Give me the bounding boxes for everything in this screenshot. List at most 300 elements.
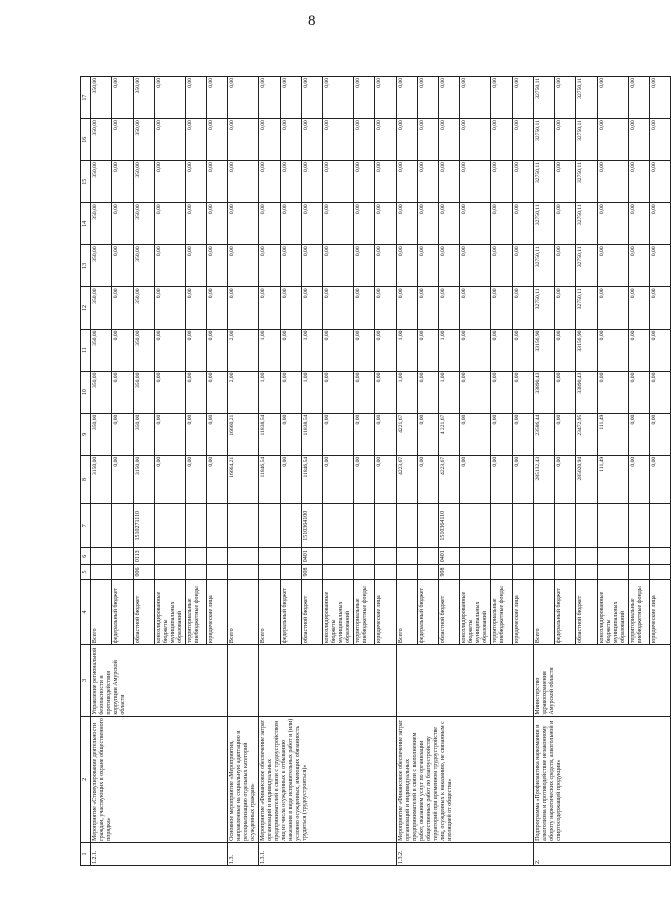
value-cell: 350,00 [133, 119, 154, 161]
table-row [228, 77, 259, 866]
col-num-11: 11 [81, 329, 91, 371]
value-cell: 32750,11 [533, 287, 554, 329]
funding-source: областной бюджет [301, 579, 322, 644]
value-cell: 0,00 [491, 371, 512, 413]
code-csr [649, 504, 670, 548]
value-cell: 0,00 [354, 413, 375, 455]
code-rzpr [154, 548, 185, 565]
value-cell: 0,00 [460, 77, 491, 119]
value-cell: 0,00 [512, 287, 533, 329]
executor [396, 645, 533, 717]
code-csr [417, 504, 438, 548]
value-cell: 33890,43 [576, 371, 597, 413]
value-cell: 0,00 [154, 245, 185, 287]
value-cell: 350,00 [133, 371, 154, 413]
col-num-9: 9 [81, 413, 91, 455]
code-grbs [228, 565, 259, 580]
funding-source: консолидированные бюджеты муниципальных образований [460, 579, 491, 644]
value-cell: 0,00 [417, 161, 438, 203]
funding-source: юридические лица [375, 579, 396, 644]
value-cell: 0,00 [512, 371, 533, 413]
code-csr [207, 504, 228, 548]
code-rzpr [207, 548, 228, 565]
value-cell: 0,00 [460, 287, 491, 329]
code-rzpr [91, 548, 112, 565]
col-num-8: 8 [81, 455, 91, 503]
value-cell: 0,00 [439, 119, 460, 161]
value-cell: 0,00 [597, 245, 628, 287]
value-cell: 0,00 [491, 455, 512, 503]
value-cell: 0,00 [112, 77, 133, 119]
funding-source: консолидированные бюджеты муниципальных образований [597, 579, 628, 644]
value-cell: 0,00 [154, 119, 185, 161]
value-cell: 0,00 [512, 161, 533, 203]
col-num-17: 17 [81, 77, 91, 119]
value-cell: 32750,11 [533, 77, 554, 119]
value-cell: 0,00 [597, 77, 628, 119]
value-cell: 0,00 [491, 413, 512, 455]
funding-source: Всего [533, 579, 554, 644]
value-cell: 0,00 [259, 119, 280, 161]
value-cell: 0,00 [185, 371, 206, 413]
value-cell: 0,00 [354, 203, 375, 245]
value-cell: 0,00 [228, 287, 259, 329]
value-cell: 0,00 [417, 455, 438, 503]
value-cell: 0,00 [301, 287, 322, 329]
value-cell: 0,00 [112, 371, 133, 413]
value-cell: 0,00 [323, 287, 354, 329]
funding-source: консолидированные бюджеты муниципальных образований [323, 579, 354, 644]
value-cell: 0,00 [280, 371, 301, 413]
value-cell: 0,00 [512, 119, 533, 161]
table-row [396, 77, 417, 866]
funding-source: федеральный бюджет [555, 579, 576, 644]
code-csr [112, 504, 133, 548]
value-cell: 1,00 [301, 371, 322, 413]
value-cell: 32750,11 [533, 161, 554, 203]
code-rzpr [533, 548, 554, 565]
row-number: 1.3. [228, 842, 259, 865]
value-cell: 0,00 [112, 245, 133, 287]
value-cell: 2,00 [228, 329, 259, 371]
value-cell: 0,00 [417, 329, 438, 371]
value-cell: 0,00 [439, 77, 460, 119]
value-cell: 350,00 [133, 287, 154, 329]
code-rzpr [112, 548, 133, 565]
value-cell: 0,00 [460, 329, 491, 371]
code-rzpr [649, 548, 670, 565]
code-csr [228, 504, 259, 548]
value-cell: 0,00 [417, 245, 438, 287]
funding-source: областной бюджет [439, 579, 460, 644]
funding-source: областной бюджет [133, 579, 154, 644]
code-rzpr [512, 548, 533, 565]
code-csr [91, 504, 112, 548]
value-cell: 4 221,67 [439, 413, 460, 455]
value-cell: 0,00 [354, 329, 375, 371]
value-cell: 0,00 [628, 161, 649, 203]
code-csr: 1510364110 [439, 504, 460, 548]
value-cell: 16660,21 [228, 413, 259, 455]
value-cell: 0,00 [555, 203, 576, 245]
col-num-5: 5 [81, 565, 91, 580]
col-num-15: 15 [81, 161, 91, 203]
value-cell: 0,00 [228, 119, 259, 161]
value-cell: 0,00 [396, 161, 417, 203]
funding-source: юридические лица [207, 579, 228, 644]
code-grbs [280, 565, 301, 580]
col-num-4: 4 [81, 579, 91, 644]
value-cell: 16664,21 [228, 455, 259, 503]
code-grbs [576, 565, 597, 580]
value-cell: 0,00 [323, 203, 354, 245]
value-cell: 0,00 [460, 203, 491, 245]
funding-source: консолидированные бюджеты муниципальных образований [154, 579, 185, 644]
code-grbs [112, 565, 133, 580]
value-cell: 11838,54 [259, 413, 280, 455]
value-cell: 350,00 [133, 329, 154, 371]
value-cell: 0,00 [649, 329, 670, 371]
code-rzpr [323, 548, 354, 565]
value-cell: 0,00 [259, 161, 280, 203]
funding-source: Всего [259, 579, 280, 644]
value-cell: 0,00 [491, 203, 512, 245]
value-cell: 0,00 [396, 245, 417, 287]
measure-name: Подпрограмма «Профилактика наркомании и алкоголизма и противодействие незаконному обороту наркотических средств, алкогольной и спиртосодержащей продукции» [533, 716, 670, 842]
value-cell: 1,00 [439, 371, 460, 413]
value-cell: 0,00 [491, 119, 512, 161]
value-cell: 0,00 [375, 77, 396, 119]
value-cell: 32750,11 [576, 161, 597, 203]
value-cell: 0,00 [301, 77, 322, 119]
value-cell: 1,00 [396, 371, 417, 413]
value-cell: 2,00 [228, 371, 259, 413]
value-cell: 1,00 [301, 329, 322, 371]
code-csr: 1510364100 [301, 504, 322, 548]
value-cell: 0,00 [301, 119, 322, 161]
code-rzpr: 0113 [133, 548, 154, 565]
value-cell: 0,00 [417, 371, 438, 413]
value-cell: 0,00 [323, 161, 354, 203]
value-cell: 350,00 [133, 245, 154, 287]
col-num-6: 6 [81, 548, 91, 565]
value-cell: 0,00 [207, 329, 228, 371]
value-cell: 0,00 [396, 203, 417, 245]
value-cell: 0,00 [112, 287, 133, 329]
value-cell: 0,00 [512, 203, 533, 245]
value-cell: 0,00 [207, 413, 228, 455]
value-cell: 0,00 [628, 455, 649, 503]
code-csr [323, 504, 354, 548]
value-cell: 0,00 [375, 203, 396, 245]
code-grbs: 908 [301, 565, 322, 580]
value-cell: 33156,90 [533, 329, 554, 371]
value-cell: 0,00 [207, 371, 228, 413]
code-rzpr [375, 548, 396, 565]
code-rzpr [576, 548, 597, 565]
value-cell: 0,00 [512, 245, 533, 287]
value-cell: 350,00 [133, 413, 154, 455]
col-num-2: 2 [81, 716, 91, 842]
value-cell: 0,00 [323, 119, 354, 161]
value-cell: 350,00 [133, 203, 154, 245]
code-grbs [649, 565, 670, 580]
value-cell: 0,00 [375, 455, 396, 503]
code-rzpr [597, 548, 628, 565]
value-cell: 350,00 [91, 161, 112, 203]
value-cell: 0,00 [301, 203, 322, 245]
value-cell: 0,00 [555, 455, 576, 503]
code-grbs [628, 565, 649, 580]
code-rzpr [259, 548, 280, 565]
value-cell: 0,00 [555, 161, 576, 203]
value-cell: 32750,11 [576, 203, 597, 245]
value-cell: 0,00 [649, 77, 670, 119]
value-cell: 0,00 [112, 161, 133, 203]
code-grbs [533, 565, 554, 580]
code-csr: 1510271110 [133, 504, 154, 548]
measure-name: Мероприятие «Стимулирование деятельности граждан, участвующих в охране общественного порядка» [91, 716, 228, 842]
value-cell: 0,00 [228, 245, 259, 287]
value-cell: 32750,11 [533, 245, 554, 287]
value-cell: 32750,11 [576, 119, 597, 161]
value-cell: 0,00 [185, 287, 206, 329]
value-cell: 0,00 [259, 245, 280, 287]
value-cell: 0,00 [628, 287, 649, 329]
value-cell: 350,00 [91, 413, 112, 455]
row-number: 2. [533, 842, 670, 865]
value-cell: 0,00 [555, 371, 576, 413]
value-cell: 0,00 [323, 245, 354, 287]
value-cell: 0,00 [375, 119, 396, 161]
code-grbs [512, 565, 533, 580]
value-cell: 32750,11 [576, 287, 597, 329]
value-cell: 11846,54 [301, 455, 322, 503]
value-cell: 0,00 [354, 287, 375, 329]
value-cell: 0,00 [491, 245, 512, 287]
value-cell: 350,00 [133, 77, 154, 119]
value-cell: 0,00 [280, 245, 301, 287]
code-csr [396, 504, 417, 548]
funding-source: территориальные внебюджетные фонды [628, 579, 649, 644]
code-csr [512, 504, 533, 548]
col-num-7: 7 [81, 504, 91, 548]
value-cell: 0,00 [512, 77, 533, 119]
code-rzpr [354, 548, 375, 565]
value-cell: 0,00 [460, 245, 491, 287]
code-rzpr: 0401 [439, 548, 460, 565]
value-cell: 0,00 [280, 77, 301, 119]
value-cell: 0,00 [417, 287, 438, 329]
code-csr [154, 504, 185, 548]
code-csr [555, 504, 576, 548]
value-cell: 285020,94 [576, 455, 597, 503]
value-cell: 0,00 [207, 203, 228, 245]
code-grbs [460, 565, 491, 580]
value-cell: 0,00 [375, 371, 396, 413]
value-cell: 3150,00 [133, 455, 154, 503]
code-grbs [491, 565, 512, 580]
value-cell: 0,00 [354, 455, 375, 503]
value-cell: 0,00 [154, 413, 185, 455]
value-cell: 0,00 [323, 371, 354, 413]
col-num-10: 10 [81, 371, 91, 413]
funding-source: Всего [91, 579, 112, 644]
value-cell: 285132,43 [533, 455, 554, 503]
value-cell: 0,00 [628, 329, 649, 371]
value-cell: 111,49 [597, 413, 628, 455]
value-cell: 0,00 [555, 245, 576, 287]
value-cell: 350,00 [91, 245, 112, 287]
value-cell: 0,00 [301, 245, 322, 287]
row-number: 1.3.1. [259, 842, 396, 865]
value-cell: 0,00 [185, 203, 206, 245]
value-cell: 0,00 [375, 413, 396, 455]
funding-source: федеральный бюджет [280, 579, 301, 644]
code-grbs [185, 565, 206, 580]
value-cell: 0,00 [354, 119, 375, 161]
col-num-3: 3 [81, 645, 91, 717]
funding-source: территориальные внебюджетные фонды [185, 579, 206, 644]
value-cell: 23586,44 [533, 413, 554, 455]
value-cell: 4223,67 [396, 455, 417, 503]
code-csr [375, 504, 396, 548]
value-cell: 0,00 [417, 413, 438, 455]
value-cell: 0,00 [228, 203, 259, 245]
value-cell: 0,00 [417, 77, 438, 119]
code-rzpr: 0401 [301, 548, 322, 565]
value-cell: 0,00 [460, 161, 491, 203]
value-cell: 0,00 [439, 161, 460, 203]
value-cell: 0,00 [375, 245, 396, 287]
value-cell: 0,00 [375, 161, 396, 203]
rotated-table [80, 76, 657, 866]
code-grbs [396, 565, 417, 580]
value-cell: 0,00 [154, 329, 185, 371]
code-grbs [354, 565, 375, 580]
value-cell: 0,00 [628, 119, 649, 161]
value-cell: 0,00 [185, 161, 206, 203]
executor: Управление региональной безопасности и противодействия коррупции Амурской области [91, 645, 228, 717]
value-cell: 0,00 [649, 287, 670, 329]
value-cell: 0,00 [207, 161, 228, 203]
value-cell: 0,00 [375, 329, 396, 371]
value-cell: 1,00 [439, 329, 460, 371]
value-cell: 0,00 [259, 77, 280, 119]
code-csr [628, 504, 649, 548]
code-grbs [375, 565, 396, 580]
value-cell: 0,00 [628, 203, 649, 245]
value-cell: 0,00 [628, 413, 649, 455]
executor [228, 645, 259, 717]
value-cell: 11838,54 [301, 413, 322, 455]
value-cell: 0,00 [228, 161, 259, 203]
funding-source: юридические лица [649, 579, 670, 644]
value-cell: 0,00 [259, 203, 280, 245]
value-cell: 0,00 [628, 77, 649, 119]
code-grbs: 006 [133, 565, 154, 580]
code-rzpr [491, 548, 512, 565]
value-cell: 0,00 [354, 371, 375, 413]
value-cell: 111,49 [597, 455, 628, 503]
value-cell: 0,00 [375, 287, 396, 329]
value-cell: 0,00 [185, 245, 206, 287]
value-cell: 0,00 [628, 245, 649, 287]
value-cell: 0,00 [259, 287, 280, 329]
value-cell: 0,00 [396, 287, 417, 329]
value-cell: 0,00 [323, 413, 354, 455]
code-csr [460, 504, 491, 548]
value-cell: 0,00 [649, 413, 670, 455]
value-cell: 350,00 [91, 371, 112, 413]
value-cell: 0,00 [354, 77, 375, 119]
value-cell: 0,00 [112, 119, 133, 161]
value-cell: 32750,11 [533, 203, 554, 245]
value-cell: 32750,11 [533, 119, 554, 161]
value-cell: 0,00 [185, 413, 206, 455]
value-cell: 1,00 [259, 371, 280, 413]
value-cell: 0,00 [323, 329, 354, 371]
value-cell: 0,00 [460, 413, 491, 455]
value-cell: 0,00 [228, 77, 259, 119]
value-cell: 0,00 [649, 119, 670, 161]
value-cell: 0,00 [323, 77, 354, 119]
code-grbs [323, 565, 354, 580]
value-cell: 0,00 [154, 161, 185, 203]
value-cell: 0,00 [597, 203, 628, 245]
executor [259, 645, 396, 717]
funding-source: Всего [228, 579, 259, 644]
code-csr [597, 504, 628, 548]
col-num-12: 12 [81, 287, 91, 329]
table-row [533, 77, 554, 866]
value-cell: 0,00 [417, 119, 438, 161]
value-cell: 0,00 [555, 77, 576, 119]
value-cell: 4221,67 [396, 413, 417, 455]
value-cell: 0,00 [154, 287, 185, 329]
value-cell: 0,00 [280, 287, 301, 329]
value-cell: 0,00 [112, 329, 133, 371]
value-cell: 0,00 [512, 455, 533, 503]
code-csr [354, 504, 375, 548]
funding-source: Всего [396, 579, 417, 644]
value-cell: 350,00 [91, 77, 112, 119]
value-cell: 4223,67 [439, 455, 460, 503]
value-cell: 33890,43 [533, 371, 554, 413]
value-cell: 0,00 [280, 455, 301, 503]
col-num-16: 16 [81, 119, 91, 161]
column-number-row [81, 77, 91, 866]
value-cell: 0,00 [396, 119, 417, 161]
value-cell: 350,00 [91, 329, 112, 371]
funding-source: территориальные внебюджетные фонды [491, 579, 512, 644]
code-grbs [154, 565, 185, 580]
row-number: 1.2.1. [91, 842, 228, 865]
value-cell: 0,00 [649, 455, 670, 503]
value-cell: 0,00 [280, 203, 301, 245]
value-cell: 0,00 [354, 245, 375, 287]
value-cell: 0,00 [280, 161, 301, 203]
executor: Министерство здравоохранения Амурской области [533, 645, 670, 717]
value-cell: 0,00 [460, 119, 491, 161]
value-cell: 0,00 [491, 329, 512, 371]
funding-source: федеральный бюджет [112, 579, 133, 644]
funding-source: территориальные внебюджетные фонды [354, 579, 375, 644]
funding-source: областной бюджет [576, 579, 597, 644]
value-cell: 0,00 [154, 203, 185, 245]
funding-source: федеральный бюджет [417, 579, 438, 644]
value-cell: 0,00 [439, 203, 460, 245]
